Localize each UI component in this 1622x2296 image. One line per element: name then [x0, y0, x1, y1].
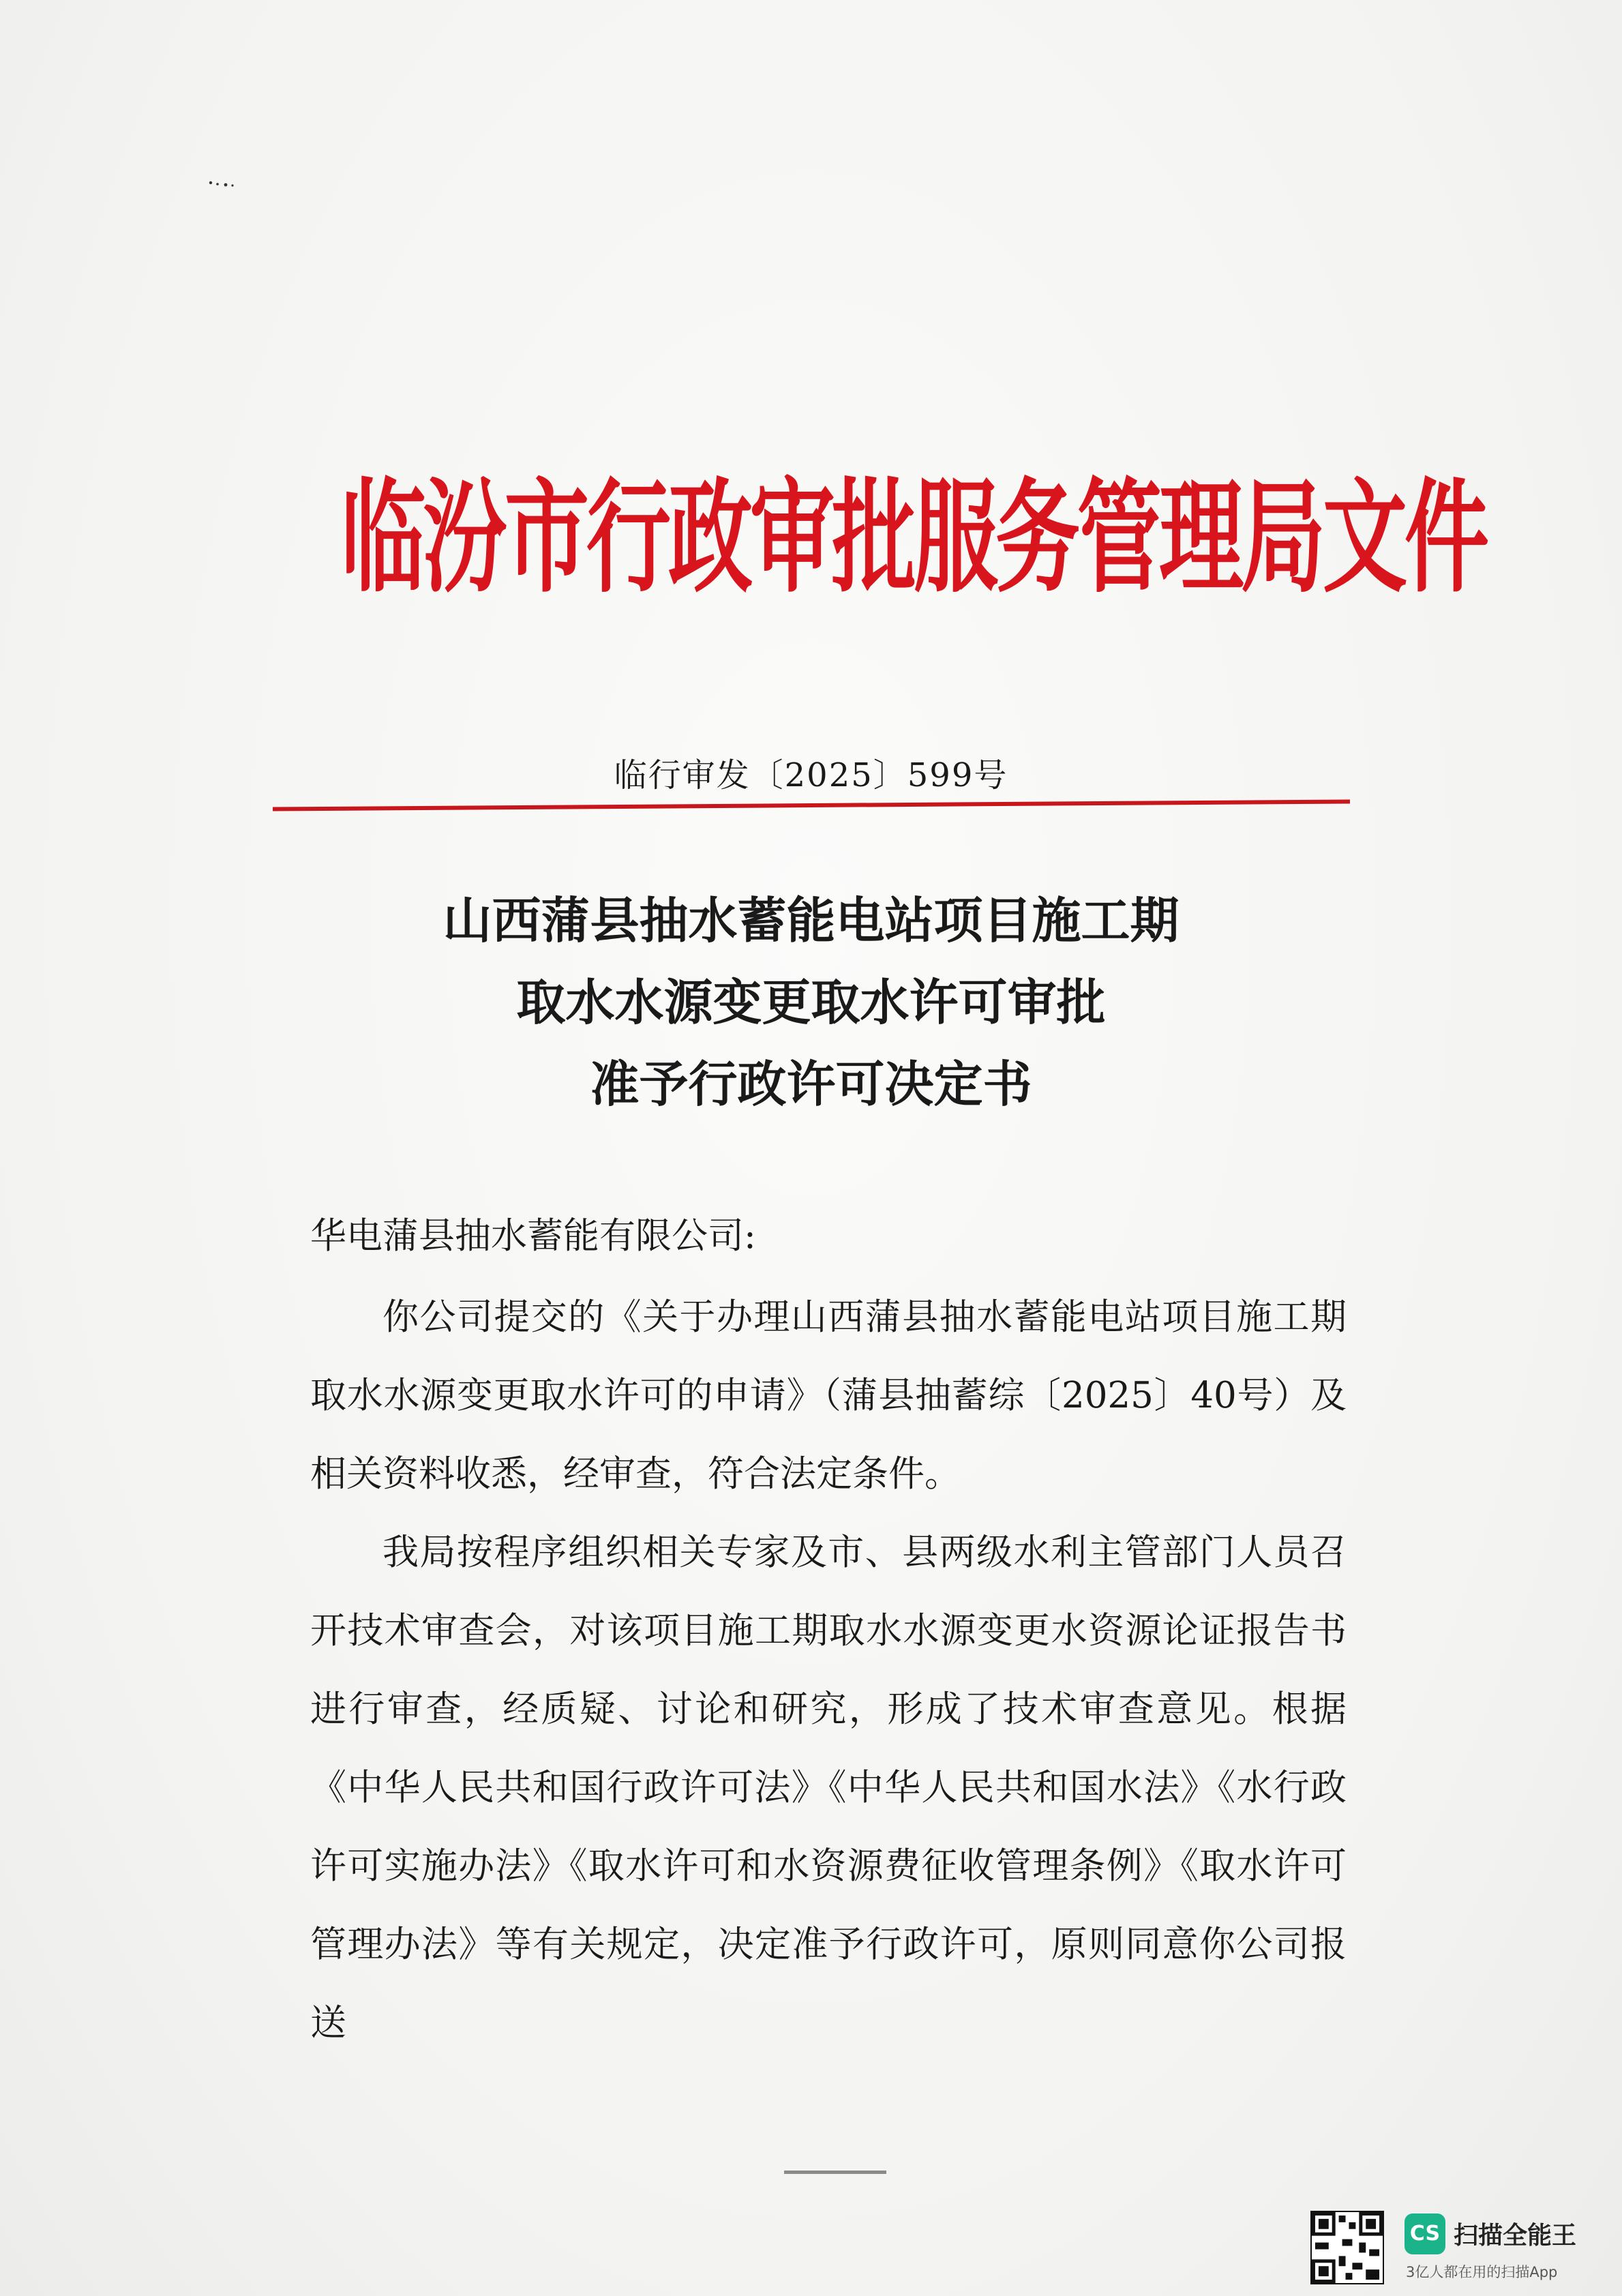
- issuing-authority-title: 临汾市行政审批服务管理局文件: [341, 467, 1487, 610]
- scan-specks: [208, 179, 235, 188]
- red-divider-line: [273, 799, 1350, 811]
- addressee: 华电蒲县抽水蓄能有限公司:: [310, 1215, 756, 1257]
- camscanner-app-name: 扫描全能王: [1454, 2222, 1577, 2250]
- document-body: [310, 1197, 1347, 2062]
- decision-title-line-1: 山西蒲县抽水蓄能电站项目施工期: [442, 892, 1180, 949]
- camscanner-tagline: 3亿人都在用的扫描App: [1406, 2264, 1558, 2280]
- decision-title-line-2: 取水水源变更取水许可审批: [516, 974, 1106, 1031]
- camscanner-logo-icon: CS: [1405, 2213, 1445, 2254]
- body-paragraph-1: 你公司提交的《关于办理山西蒲县抽水蓄能电站项目施工期取水水源变更取水许可的申请》（蒲县抽蓄综〔2025〕40号）及相关资料收悉，经审查，符合法定条件。: [310, 1296, 1347, 1495]
- body-paragraph-2: 我局按程序组织相关专家及市、县两级水利主管部门人员召开技术审查会，对该项目施工期取水水源变更水资源论证报告书进行审查，经质疑、讨论和研究，形成了技术审查意见。根据《中华人民共和国行政许可法》《中华人民共和国水法》《水行政许可实施办法》《取水许可和水资源费征收管理条例》《取水许可管理办法》等有关规定，决定准予行政许可，原则同意你公司报送: [310, 1532, 1347, 2044]
- footer-mark: [784, 2171, 886, 2174]
- qr-code-icon: [1310, 2211, 1384, 2284]
- document-number: 临行审发〔2025〕599号: [614, 756, 1008, 794]
- decision-title: [0, 880, 1622, 1125]
- decision-title-line-3: 准予行政许可决定书: [590, 1056, 1032, 1113]
